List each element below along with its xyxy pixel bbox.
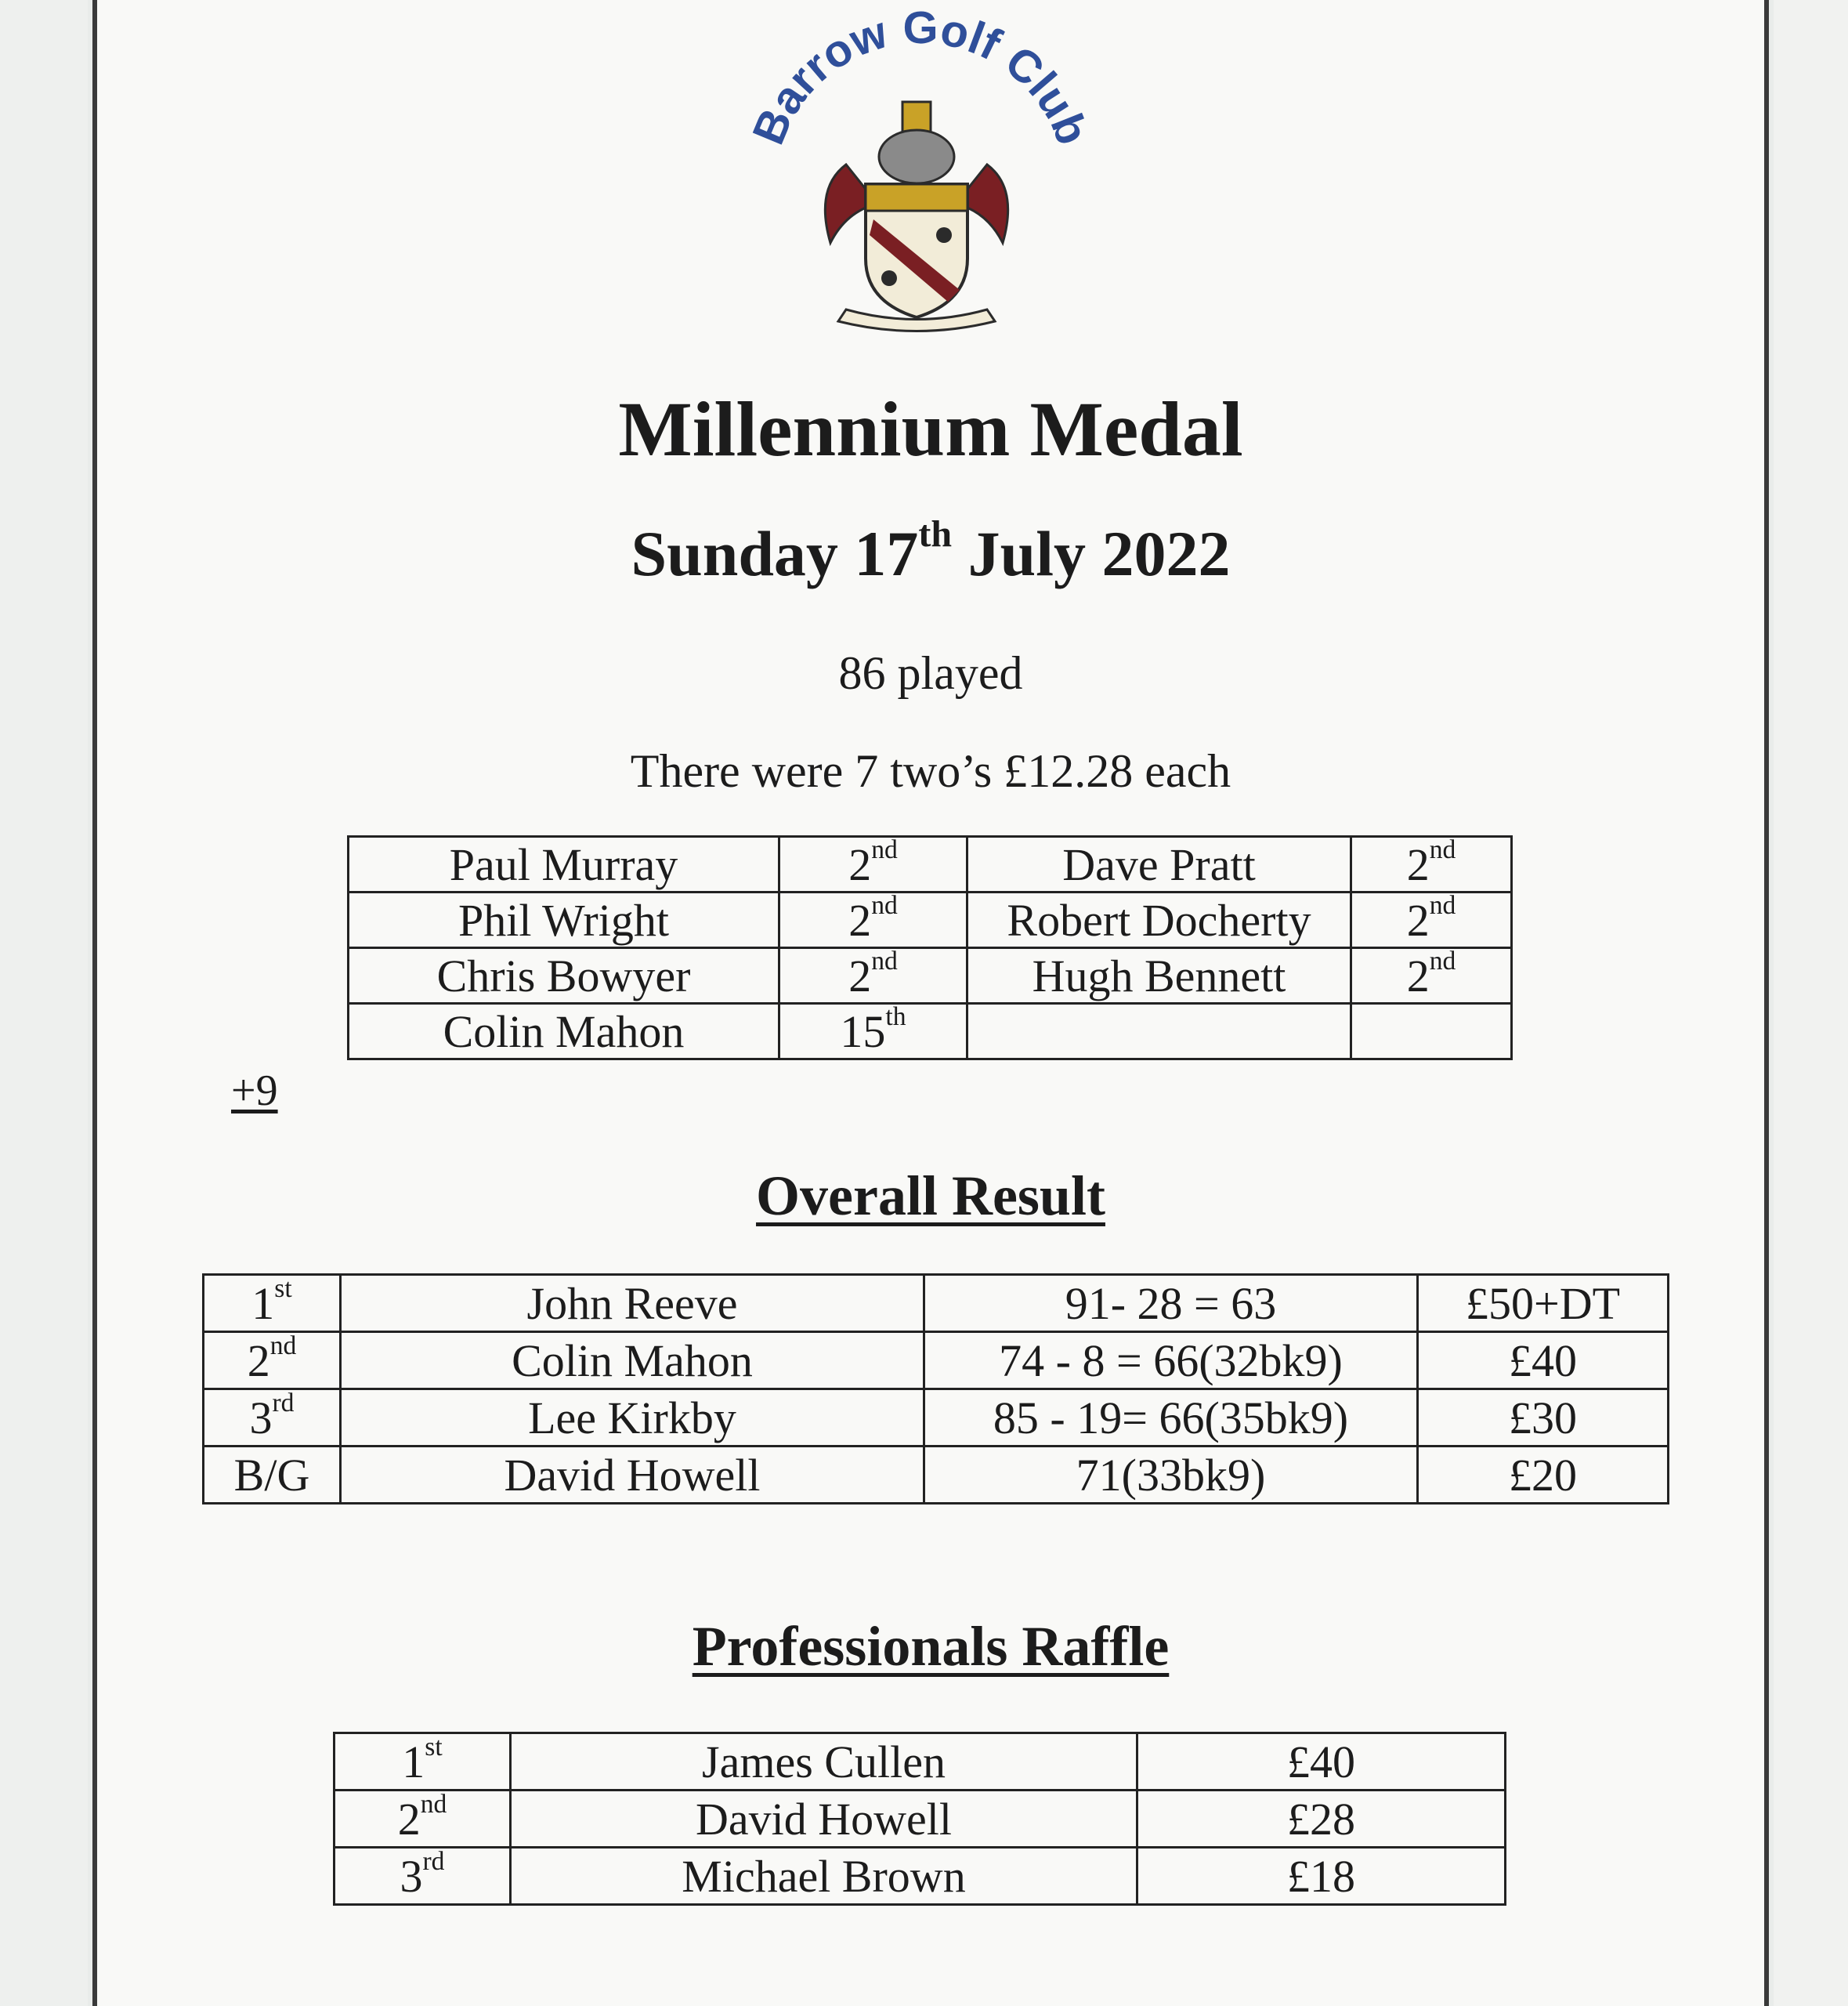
table-cell: Michael Brown: [511, 1848, 1137, 1905]
table-cell: [335, 1733, 511, 1791]
overall-row: [204, 1332, 1669, 1389]
ordinal-suffix: nd: [269, 1331, 297, 1360]
ordinal-suffix: nd: [1429, 836, 1456, 864]
ordinal-number: 2: [1406, 838, 1430, 890]
date-day: Sunday 17: [631, 518, 919, 589]
table-cell: £18: [1137, 1848, 1506, 1905]
table-cell: Paul Murray: [349, 837, 779, 893]
ordinal-number: 3: [400, 1850, 423, 1902]
ordinal-suffix: st: [425, 1733, 443, 1762]
ordinal-suffix: nd: [871, 892, 898, 920]
raffle-row: [335, 1791, 1506, 1848]
ordinal-number: 2: [1406, 894, 1430, 946]
ordinal-number: 2: [1406, 950, 1430, 1001]
table-cell: £30: [1418, 1389, 1669, 1447]
ordinal-suffix: rd: [422, 1847, 445, 1876]
background-strip-right: [1774, 0, 1848, 2006]
ordinal-number: 2: [848, 838, 872, 890]
twos-row: [349, 837, 1512, 893]
table-cell: Colin Mahon: [341, 1332, 924, 1389]
ordinal-suffix: nd: [420, 1790, 447, 1819]
overall-row: [204, 1447, 1669, 1504]
ordinal-number: 2: [848, 894, 872, 946]
table-cell: [779, 893, 967, 948]
table-cell: 91- 28 = 63: [924, 1275, 1418, 1332]
ordinal-suffix: nd: [871, 947, 898, 976]
table-cell: [335, 1848, 511, 1905]
table-cell: Dave Pratt: [967, 837, 1351, 893]
table-cell: [779, 948, 967, 1004]
table-cell: Lee Kirkby: [341, 1389, 924, 1447]
table-cell: Colin Mahon: [349, 1004, 779, 1059]
table-cell: Chris Bowyer: [349, 948, 779, 1004]
overall-result-table: [202, 1273, 1669, 1504]
table-cell: £40: [1137, 1733, 1506, 1791]
table-cell: [335, 1791, 511, 1848]
table-cell: £28: [1137, 1791, 1506, 1848]
table-cell: James Cullen: [511, 1733, 1137, 1791]
table-cell: B/G: [204, 1447, 341, 1504]
table-cell: £20: [1418, 1447, 1669, 1504]
logo-text: Barrow Golf Club: [743, 8, 1098, 152]
table-cell: [204, 1275, 341, 1332]
ordinal-number: 3: [249, 1392, 273, 1443]
date-ordinal: th: [918, 513, 953, 555]
ordinal-suffix: nd: [1429, 947, 1456, 976]
ordinal-number: 2: [397, 1793, 421, 1845]
ordinal-suffix: nd: [1429, 892, 1456, 920]
ordinal-suffix: rd: [272, 1389, 295, 1418]
table-cell: [204, 1332, 341, 1389]
table-cell: [1351, 948, 1512, 1004]
ordinal-number: 2: [848, 950, 872, 1001]
twos-row: [349, 948, 1512, 1004]
table-cell: [779, 1004, 967, 1059]
ordinal-suffix: nd: [871, 836, 898, 864]
background-strip-left: [0, 0, 88, 2006]
table-cell: David Howell: [341, 1447, 924, 1504]
twos-table: [347, 835, 1513, 1060]
table-cell: David Howell: [511, 1791, 1137, 1848]
crest-shield: [866, 184, 967, 317]
twos-note: There were 7 two’s £12.28 each: [630, 745, 1231, 797]
ordinal-number: 2: [247, 1334, 270, 1386]
table-cell: Phil Wright: [349, 893, 779, 948]
overall-result-heading: Overall Result: [756, 1164, 1105, 1227]
page-title: Millennium Medal: [618, 386, 1243, 473]
table-cell: [1351, 1004, 1512, 1059]
raffle-heading: Professionals Raffle: [692, 1615, 1170, 1678]
table-cell: [204, 1389, 341, 1447]
raffle-row: [335, 1733, 1506, 1791]
players-count: 86 played: [838, 647, 1023, 699]
plus-nine-note: +9: [231, 1066, 278, 1115]
table-cell: [779, 837, 967, 893]
club-logo: [729, 8, 1105, 337]
table-cell: 74 - 8 = 66(32bk9): [924, 1332, 1418, 1389]
ordinal-number: 1: [402, 1736, 425, 1787]
ordinal-suffix: th: [885, 1003, 906, 1031]
ordinal-suffix: st: [274, 1274, 292, 1303]
raffle-table: [333, 1732, 1506, 1906]
club-crest-icon: [729, 8, 1105, 337]
ordinal-number: 1: [251, 1277, 275, 1329]
raffle-row: [335, 1848, 1506, 1905]
table-cell: 85 - 19= 66(35bk9): [924, 1389, 1418, 1447]
table-cell: Robert Docherty: [967, 893, 1351, 948]
overall-row: [204, 1275, 1669, 1332]
date-month-year: July 2022: [952, 518, 1231, 589]
table-cell: [1351, 893, 1512, 948]
table-cell: £50+DT: [1418, 1275, 1669, 1332]
table-cell: 71(33bk9): [924, 1447, 1418, 1504]
event-date: [92, 513, 1769, 591]
table-cell: [1351, 837, 1512, 893]
overall-row: [204, 1389, 1669, 1447]
twos-row: [349, 1004, 1512, 1059]
table-cell: [967, 1004, 1351, 1059]
table-cell: John Reeve: [341, 1275, 924, 1332]
twos-row: [349, 893, 1512, 948]
ordinal-number: 15: [840, 1005, 886, 1057]
table-cell: Hugh Bennett: [967, 948, 1351, 1004]
table-cell: £40: [1418, 1332, 1669, 1389]
